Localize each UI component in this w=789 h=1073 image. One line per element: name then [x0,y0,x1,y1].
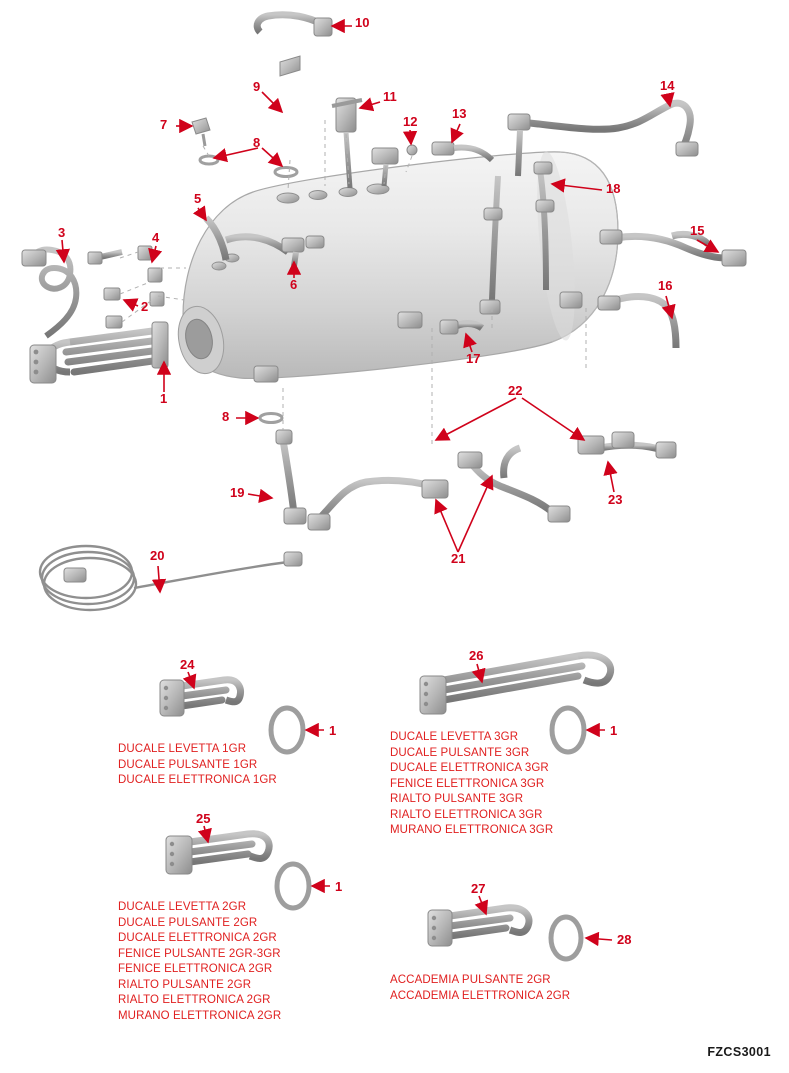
callout-4: 4 [152,230,160,245]
callout-9: 9 [253,79,261,94]
callout-15: 15 [690,223,705,238]
variant-line: DUCALE LEVETTA 3GR [390,731,519,743]
callout-18: 18 [606,181,621,196]
part-20-connectors [64,552,302,582]
variants-3gr [390,730,553,839]
variant-line: DUCALE PULSANTE 2GR [118,916,258,929]
callout-11: 11 [383,89,397,104]
callout-14: 14 [660,78,675,93]
variant-line: RIALTO PULSANTE 2GR [118,978,252,991]
part-2-fittings [88,252,122,328]
variant-line: FENICE ELETTRONICA 3GR [390,777,545,790]
variant-line: ACCADEMIA ELETTRONICA 2GR [390,989,571,1002]
part-4-fittings [138,246,164,306]
part-3-coiled-hose [22,249,76,336]
callout-3: 3 [58,225,66,240]
lower-manifold-group [283,368,662,522]
callout-2: 2 [141,299,149,314]
callout-28: 28 [617,932,632,947]
callout-8: 8 [253,135,261,150]
callout-1: 1 [160,391,168,406]
part-16-tube [616,297,676,348]
callout-23: 23 [608,492,623,507]
callout-7: 7 [160,117,168,132]
variants-accademia [390,973,570,1004]
callout-16: 16 [658,278,673,293]
callout-13: 13 [452,106,467,121]
lower-manifold-fittings [276,430,676,530]
callout-22: 22 [508,383,523,398]
part-27-element [428,908,581,959]
callout-24: 24 [180,657,195,672]
part-14-tube [520,103,690,152]
variant-line: MURANO ELETTRONICA 3GR [390,824,554,836]
variant-line: FENICE ELETTRONICA 2GR [118,963,273,975]
variant-line: DUCALE LEVETTA 2GR [118,901,247,913]
variants-2gr [118,900,281,1024]
part-16-fitting [598,296,620,310]
part-7-bracket [192,118,210,146]
callout-12: 12 [403,114,418,129]
variant-line: FENICE PULSANTE 2GR-3GR [118,947,281,960]
callout-1-gasket-3gr: 1 [610,723,618,738]
variant-line: MURANO ELETTRONICA 2GR [118,1009,282,1022]
callout-5: 5 [194,191,202,206]
callout-1-gasket-2gr: 1 [335,879,343,894]
callout-25: 25 [196,811,211,826]
variant-line: ACCADEMIA PULSANTE 2GR [390,974,551,986]
variant-line: DUCALE ELETTRONICA 1GR [118,774,277,786]
callout-26: 26 [469,648,484,663]
boiler-vessel [172,150,621,379]
variant-line: DUCALE PULSANTE 1GR [118,758,258,771]
variant-line: RIALTO ELETTRONICA 3GR [390,808,543,821]
callout-20: 20 [150,548,165,563]
part-25-element [166,834,309,908]
document-code: FZCS3001 [707,1045,771,1059]
variant-line: DUCALE ELETTRONICA 3GR [390,762,549,774]
variant-line: DUCALE LEVETTA 1GR [118,743,247,755]
callout-27: 27 [471,881,486,896]
callout-21: 21 [451,551,466,566]
callout-8-lower: 8 [222,409,230,424]
callout-19: 19 [230,485,245,500]
variant-line: RIALTO PULSANTE 3GR [390,793,524,805]
variant-line: DUCALE PULSANTE 3GR [390,746,530,759]
callout-6: 6 [290,277,298,292]
callout-10: 10 [355,15,370,30]
callout-1-gasket-1gr: 1 [329,723,337,738]
variant-line: RIALTO ELETTRONICA 2GR [118,994,271,1006]
part-10-tube [257,15,332,190]
part-15-tube [616,234,726,258]
variants-1gr [118,742,277,789]
callout-17: 17 [466,351,481,366]
variant-line: DUCALE ELETTRONICA 2GR [118,932,277,944]
